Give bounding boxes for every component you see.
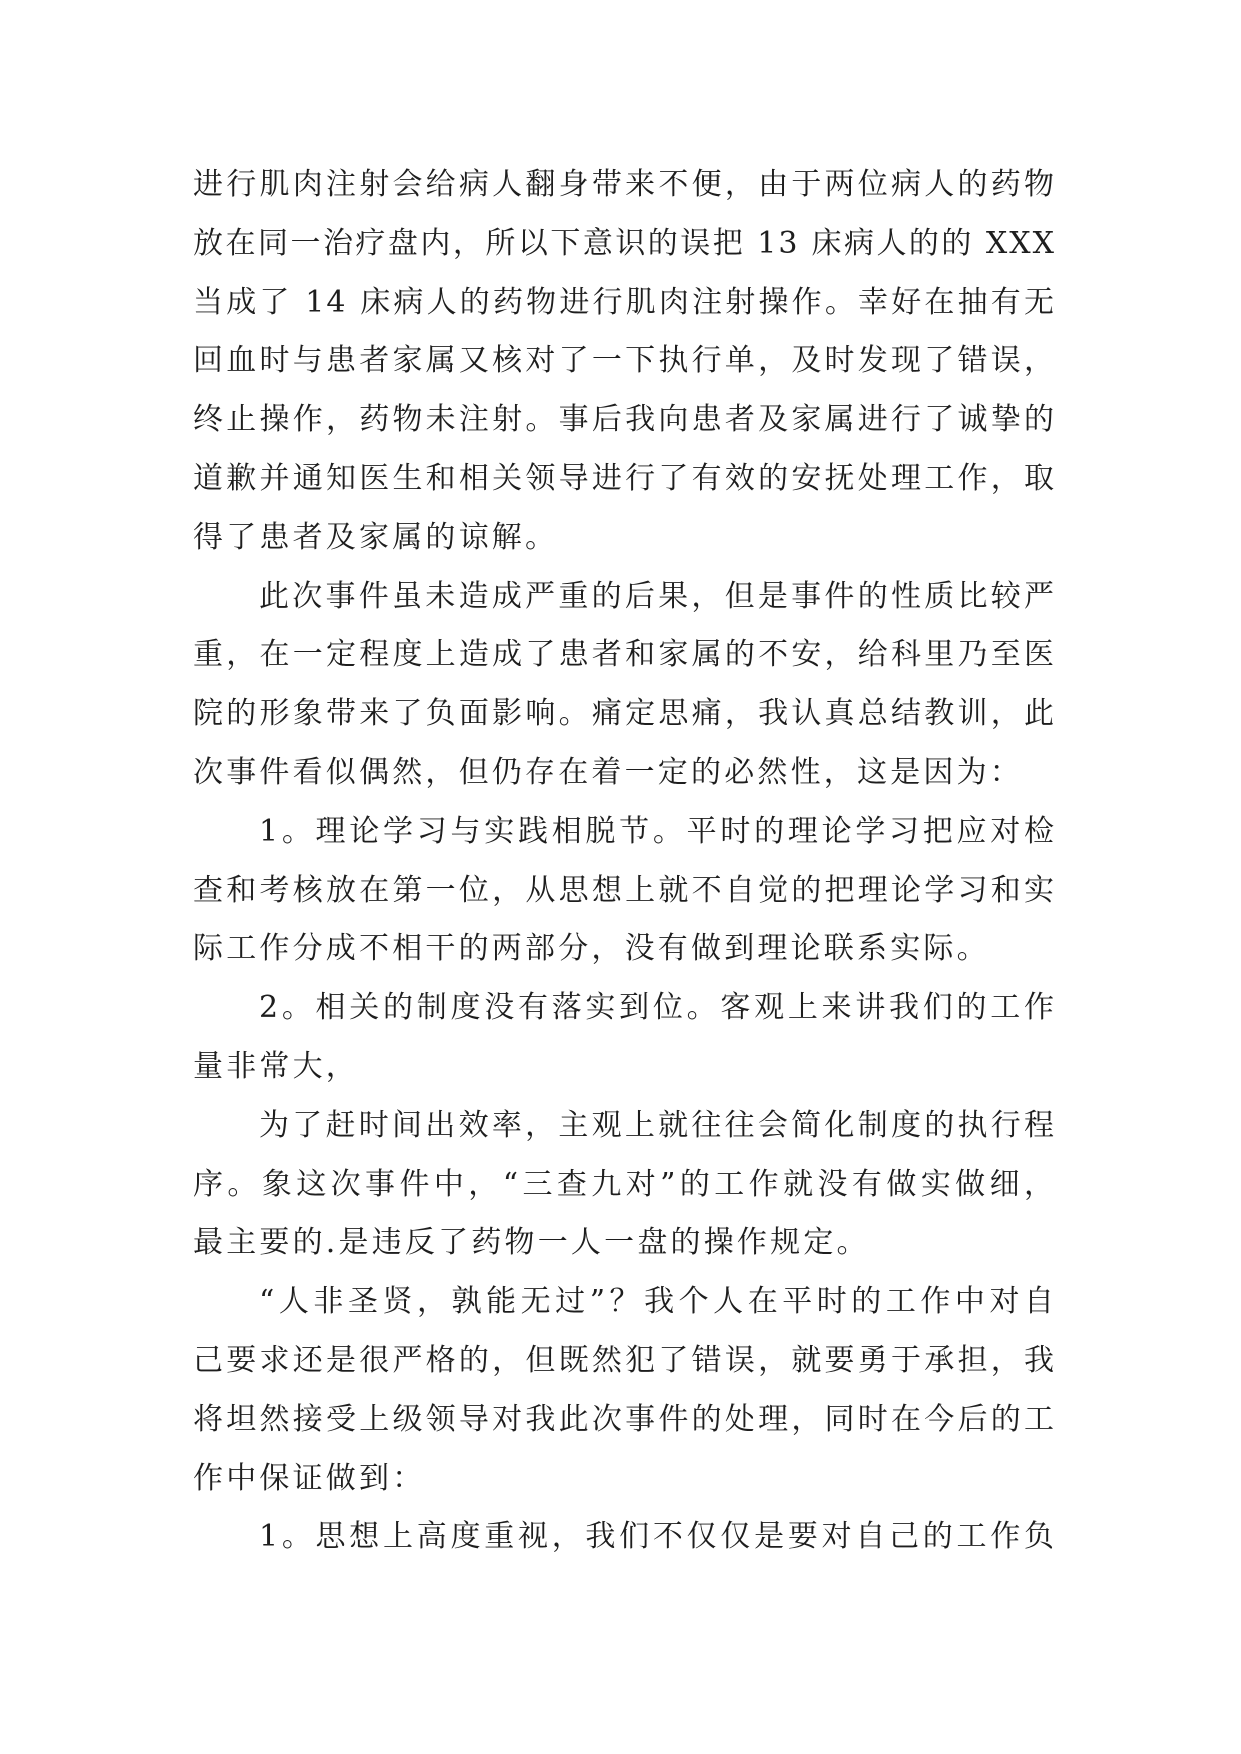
paragraph bbox=[193, 1097, 1056, 1273]
text-line: 此次事件虽未造成严重的后果，但是事件的性质比较严 bbox=[259, 578, 1056, 614]
text-line: 际工作分成不相干的两部分，没有做到理论联系实际。 bbox=[193, 931, 990, 967]
paragraph bbox=[193, 803, 1056, 979]
text-line: 终止操作，药物未注射。事后我向患者及家属进行了诚挚的 bbox=[193, 402, 1056, 438]
text-line: 得了患者及家属的谅解。 bbox=[193, 519, 559, 555]
text-line: 作中保证做到： bbox=[193, 1460, 426, 1496]
text-line: 回血时与患者家属又核对了一下执行单，及时发现了错误， bbox=[193, 343, 1056, 379]
text-line: 为了赶时间出效率，主观上就往往会简化制度的执行程 bbox=[259, 1107, 1056, 1143]
text-line: 1。思想上高度重视，我们不仅仅是要对自己的工作负 bbox=[259, 1519, 1056, 1555]
paragraph bbox=[193, 156, 1056, 568]
text-line: 进行肌肉注射会给病人翻身带来不便，由于两位病人的药物 bbox=[193, 167, 1056, 202]
text-line: 量非常大， bbox=[193, 1048, 359, 1084]
paragraph bbox=[193, 1273, 1056, 1508]
text-line: 序。象这次事件中，“三查九对”的工作就没有做实做细， bbox=[193, 1166, 1056, 1202]
text-line: 2。相关的制度没有落实到位。客观上来讲我们的工作 bbox=[259, 990, 1056, 1026]
paragraph bbox=[193, 1508, 1056, 1567]
text-line: 院的形象带来了负面影响。痛定思痛，我认真总结教训，此 bbox=[193, 696, 1056, 732]
text-line: 查和考核放在第一位，从思想上就不自觉的把理论学习和实 bbox=[193, 872, 1056, 908]
paragraph bbox=[193, 568, 1056, 803]
text-line: 最主要的.是违反了药物一人一盘的操作规定。 bbox=[193, 1225, 870, 1261]
text-line: “人非圣贤，孰能无过”？我个人在平时的工作中对自 bbox=[259, 1284, 1056, 1320]
text-line: 重，在一定程度上造成了患者和家属的不安，给科里乃至医 bbox=[193, 637, 1056, 673]
text-line: 当成了 14 床病人的药物进行肌肉注射操作。幸好在抽有无 bbox=[193, 284, 1056, 320]
text-line: 1。理论学习与实践相脱节。平时的理论学习把应对检 bbox=[259, 813, 1056, 849]
text-line: 道歉并通知医生和相关领导进行了有效的安抚处理工作，取 bbox=[193, 460, 1056, 496]
paragraph bbox=[193, 979, 1056, 1097]
text-line: 己要求还是很严格的，但既然犯了错误，就要勇于承担，我 bbox=[193, 1342, 1056, 1378]
text-line: 将坦然接受上级领导对我此次事件的处理，同时在今后的工 bbox=[193, 1401, 1056, 1437]
text-line: 次事件看似偶然，但仍存在着一定的必然性，这是因为： bbox=[193, 754, 1023, 790]
text-line: 放在同一治疗盘内，所以下意识的误把 13 床病人的的 XXX bbox=[193, 225, 1056, 261]
